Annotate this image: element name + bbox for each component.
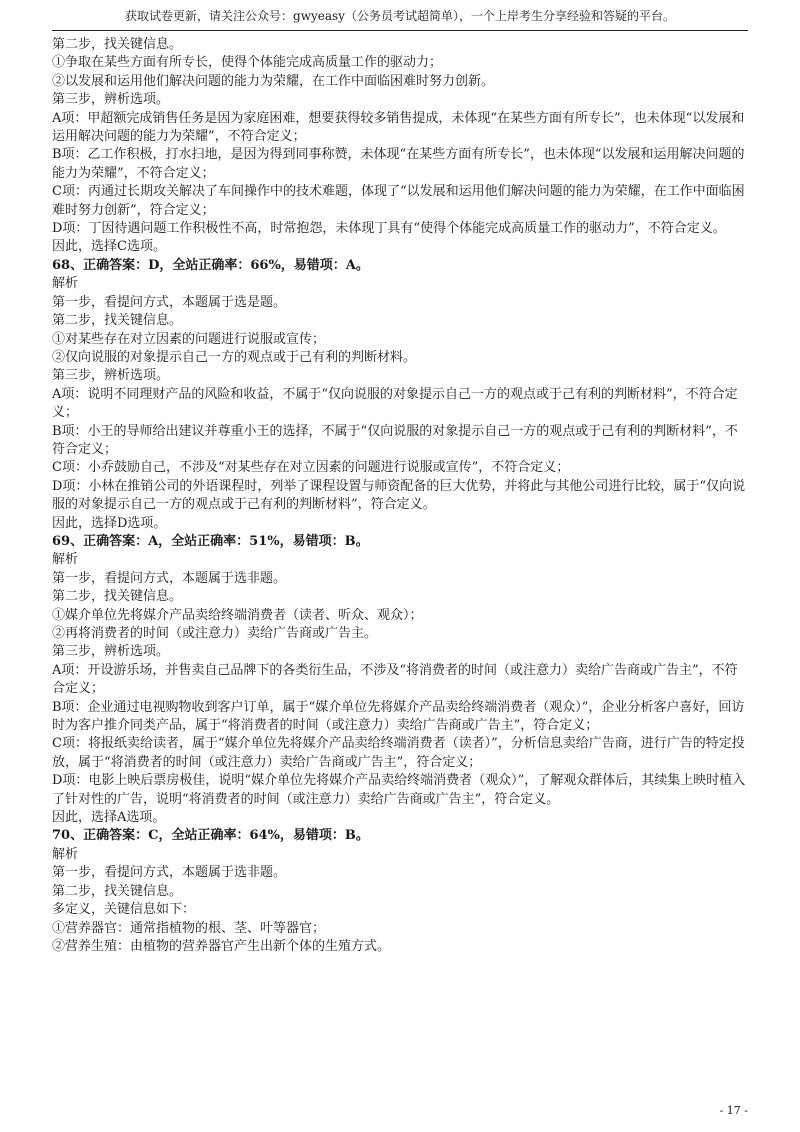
text-line: 多定义，关键信息如下：: [52, 902, 196, 918]
document-body: [52, 36, 750, 956]
answer-heading: 70、正确答案：C，全站正确率：64%，易错项：B。: [52, 828, 369, 844]
text-line: A项：说明不同理财产品的风险和收益，不属于“仅向说服的对象提示自己一方的观点或于己有利的判断材料”，不符合定义；: [52, 386, 738, 421]
text-line: 第一步，看提问方式，本题属于选是题。: [52, 294, 287, 310]
text-line: ①争取在某些方面有所专长，使得个体能完成高质量工作的驱动力；: [52, 55, 443, 71]
text-line: 第三步，辨析选项。: [52, 92, 170, 108]
text-line: D项：电影上映后票房极佳，说明“媒介单位先将媒介产品卖给终端消费者（观众）”，了解观众群体后，其续集上映时植入了针对性的广告，说明“将消费者的时间（或注意力）卖给广告商或广告主”，符合定义。: [52, 773, 746, 807]
text-line: 第一步，看提问方式，本题属于选非题。: [52, 570, 287, 586]
text-line: D项：丁因待遇问题工作积极性不高，时常抱怨，未体现丁具有“使得个体能完成高质量工作的驱动力”，不符合定义。: [52, 221, 726, 237]
text-line: B项：小王的导师给出建议并尊重小王的选择，不属于“仅向说服的对象提示自己一方的观点或于己有利的判断材料”，不符合定义；: [52, 423, 738, 457]
text-line: 第二步，找关键信息。: [52, 589, 183, 605]
text-line: ①营养器官：通常指植物的根、茎、叶等器官；: [52, 920, 326, 936]
text-line: C项：丙通过长期攻关解决了车间操作中的技术难题，体现了“以发展和运用他们解决问题的能力为荣耀，在工作中面临困难时努力创新”，符合定义；: [52, 184, 745, 218]
text-line: ①媒介单位先将媒介产品卖给终端消费者（读者、听众、观众）；: [52, 607, 423, 623]
text-line: 第一步，看提问方式，本题属于选非题。: [52, 865, 287, 881]
text-line: 因此，选择D选项。: [52, 515, 167, 531]
text-line: 第二步，找关键信息。: [52, 883, 183, 899]
text-line: ①对某些存在对立因素的问题进行说服或宣传；: [52, 331, 326, 347]
header-divider: [52, 30, 748, 31]
page-number: - 17 -: [719, 1104, 748, 1117]
text-line: D项：小林在推销公司的外语课程时，列举了课程设置与师资配备的巨大优势，并将此与其他公司进行比较，属于“仅向说服的对象提示自己一方的观点或于己有利的判断材料”，符合定义。: [52, 478, 746, 513]
text-line: A项：开设游乐场，并售卖自己品牌下的各类衍生品，不涉及“将消费者的时间（或注意力）卖给广告商或广告主”，不符合定义；: [52, 662, 738, 697]
text-line: ②以发展和运用他们解决问题的能力为荣耀，在工作中面临困难时努力创新。: [52, 73, 495, 89]
text-line: 因此，选择A选项。: [52, 810, 166, 826]
text-line: 第三步，辨析选项。: [52, 644, 170, 660]
text-line: 因此，选择C选项。: [52, 239, 166, 255]
answer-heading: 69、正确答案：A，全站正确率：51%，易错项：B。: [52, 533, 369, 549]
answer-heading: 68、正确答案：D，全站正确率：66%，易错项：A。: [52, 257, 369, 273]
text-line: ②再将消费者的时间（或注意力）卖给广告商或广告主。: [52, 626, 378, 641]
text-line: B项：乙工作积极，打水扫地，是因为得到同事称赞，未体现“在某些方面有所专长”，也未体现“以发展和运用解决问题的能力为荣耀”，不符合定义；: [52, 147, 745, 181]
text-line: 第三步，辨析选项。: [52, 368, 170, 384]
text-line: 解析: [52, 846, 79, 862]
text-line: ②仅向说服的对象提示自己一方的观点或于己有利的判断材料。: [52, 349, 417, 365]
text-line: A项：甲超额完成销售任务是因为家庭困难，想要获得较多销售提成，未体现“在某些方面有所专长”，也未体现“以发展和运用解决问题的能力为荣耀”，不符合定义；: [52, 110, 745, 145]
text-line: 解析: [52, 552, 79, 568]
text-line: B项：企业通过电视购物收到客户订单，属于“媒介单位先将媒介产品卖给终端消费者（观众）”，企业分析客户喜好，回访时为客户推介同类产品，属于“将消费者的时间（或注意力）卖给广告商或广告主”，符合定义；: [52, 699, 745, 734]
text-line: 第二步，找关键信息。: [52, 37, 183, 52]
text-line: 第二步，找关键信息。: [52, 313, 183, 329]
text-line: ②营养生殖：由植物的营养器官产生出新个体的生殖方式。: [52, 938, 391, 954]
text-line: C项：将报纸卖给读者，属于“媒介单位先将媒介产品卖给终端消费者（读者）”，分析信息卖给广告商，进行广告的特定投放，属于“将消费者的时间（或注意力）卖给广告商或广告主”，符合定义；: [52, 736, 745, 770]
page-header: 获取试卷更新，请关注公众号：gwyeasy（公务员考试超简单），一个上岸考生分享经验和答疑的平台。: [125, 9, 675, 23]
text-line: C项：小乔鼓励自己，不涉及“对某些存在对立因素的问题进行说服或宣传”，不符合定义；: [52, 460, 570, 476]
text-line: 解析: [52, 276, 79, 292]
